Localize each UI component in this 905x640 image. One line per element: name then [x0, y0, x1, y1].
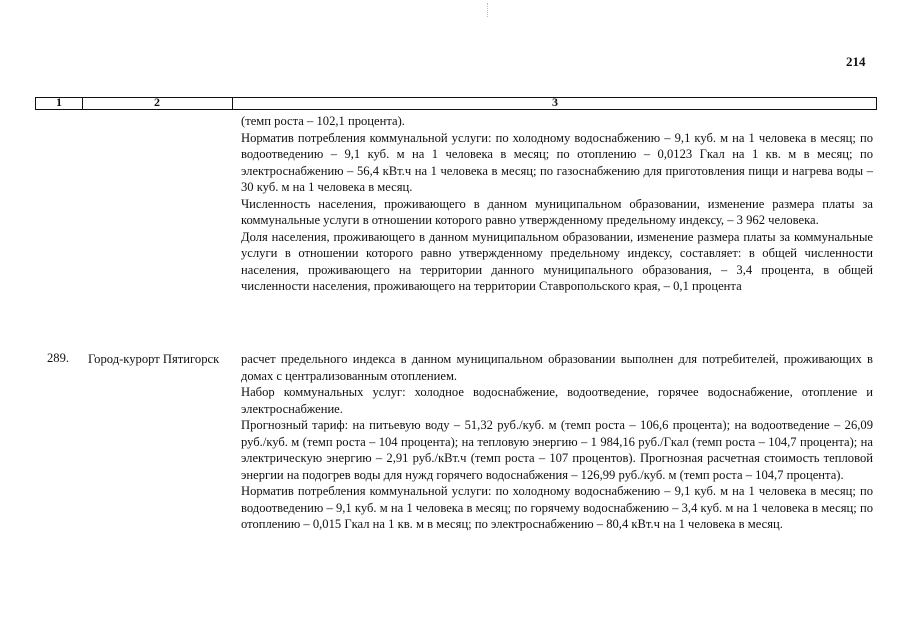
paragraph: Прогнозный тариф: на питьевую воду – 51,32 руб./куб. м (темп роста – 106,6 процента); на водоотведение – 26,09 руб./куб. м (темп роста – 104 процента); на тепловую энергию – 1 984,16 руб./Гкал (темп роста – 104,7 процента); на электрическую энергию – 2,91 руб./кВт.ч (темп роста – 107 процентов). Прогнозная расчетная стоимость тепловой энергии на подогрев воды для нужд горячего водоснабжения – 126,99 руб./куб. м (темп роста – 104,7 процента). [241, 418, 873, 482]
scan-mark [487, 3, 488, 17]
column-number-3: 3 [552, 95, 558, 109]
continued-row-text [241, 113, 873, 295]
paragraph: Норматив потребления коммунальной услуги: по холодному водоснабжению – 9,1 куб. м на 1 человека в месяц; по водоотведению – 9,1 куб. м на 1 человека в месяц; по отоплению – 0,0123 Гкал на 1 кв. м в месяц; по электроснабжению – 56,4 кВт.ч на 1 человека в месяц; по газоснабжению для приготовления пищи и нагрева воды – 30 куб. м на 1 человека в месяц. [241, 130, 873, 194]
paragraph: Доля населения, проживающего в данном муниципальном образовании, изменение размера платы за коммунальные услуги в отношении которого равно утвержденному предельному индексу, составляет: в общей численности населения, проживающего на территории данного муниципального образования, – 3,4 процента, в общей численности населения, проживающего на территории Ставропольского края, – 0,1 процента [241, 229, 873, 293]
column-number-2: 2 [154, 95, 160, 109]
paragraph: Численность населения, проживающего в данном муниципальном образовании, изменение размера платы за коммунальные услуги в отношении которого равно утвержденному предельному индексу, – 3 962 человека. [241, 196, 873, 227]
municipality-name: Город-курорт Пятигорск [88, 352, 220, 366]
row-289-text [241, 351, 873, 533]
page-number: 214 [846, 54, 866, 69]
paragraph: расчет предельного индекса в данном муниципальном образовании выполнен для потребителей, проживающих в домах с централизованным отоплением. [241, 352, 873, 383]
column-number-1: 1 [56, 95, 62, 109]
paragraph: (темп роста – 102,1 процента). [241, 114, 405, 128]
table-header-row [35, 97, 877, 110]
paragraph: Набор коммунальных услуг: холодное водоснабжение, водоотведение, горячее водоснабжение, отопление и электроснабжение. [241, 385, 873, 416]
paragraph: Норматив потребления коммунальной услуги: по холодному водоснабжению – 9,1 куб. м на 1 человека в месяц; по водоотведению – 9,1 куб. м на 1 человека в месяц; по горячему водоснабжению – 3,4 куб. м на 1 человека в месяц; по отоплению – 0,015 Гкал на 1 кв. м в месяц; по электроснабжению – 80,4 кВт.ч на 1 человека в месяц. [241, 484, 873, 531]
row-number: 289. [47, 351, 70, 365]
